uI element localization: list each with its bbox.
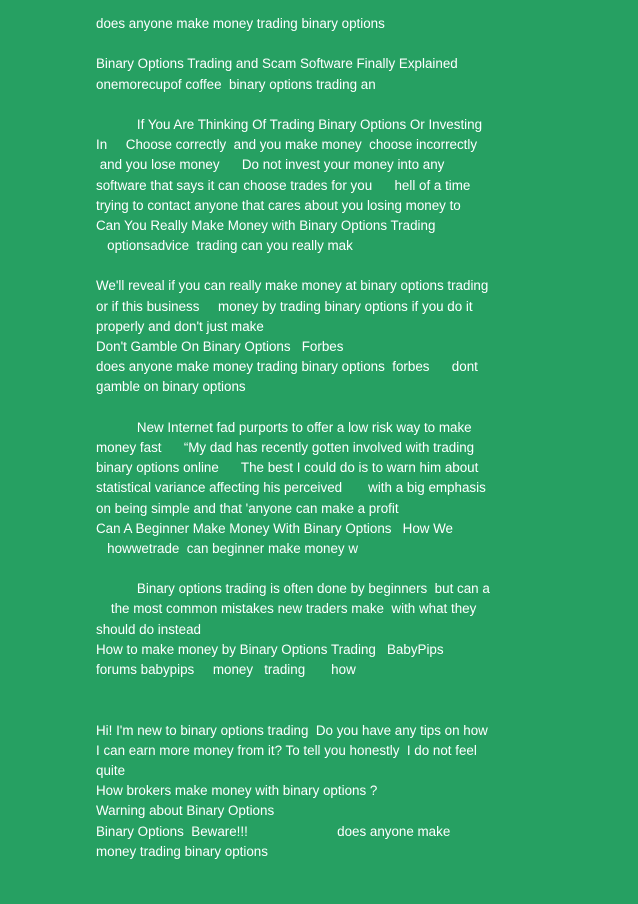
text-line: statistical variance affecting his perceived with a big emphasis (96, 480, 486, 496)
blank-line (96, 256, 536, 276)
text-line: trying to contact anyone that cares about you losing money to (96, 197, 461, 213)
text-line: New Internet fad purports to offer a low risk way to make (96, 419, 472, 435)
text-line: Binary options trading is often done by beginners but can a (96, 581, 490, 597)
text-line: money fast “My dad has recently gotten involved with trading (96, 439, 475, 455)
text-line: properly and don't just make (96, 318, 264, 334)
text-line: should do instead (96, 621, 201, 637)
text-line: does anyone make money trading binary options (96, 16, 385, 31)
text-line: How to make money by Binary Options Trading BabyPips (96, 641, 444, 657)
text-line: If You Are Thinking Of Trading Binary Options Or Investing (96, 116, 483, 132)
text-line: howwetrade can beginner make money w (96, 540, 359, 556)
blank-line (96, 680, 536, 700)
blank-line (96, 700, 536, 720)
text-line: does anyone make money trading binary options forbes dont (96, 359, 478, 375)
text-line: money trading binary options (96, 843, 268, 859)
text-line: optionsadvice trading can you really mak (96, 238, 353, 254)
text-line: Warning about Binary Options (96, 803, 275, 819)
text-line: Can You Really Make Money with Binary Options Trading (96, 217, 436, 233)
text-line: In Choose correctly and you make money choose incorrectly (96, 137, 478, 153)
text-line: on being simple and that 'anyone can make a profit (96, 500, 399, 516)
text-line: How brokers make money with binary options ? (96, 783, 378, 799)
text-line: gamble on binary options (96, 379, 246, 395)
text-line: onemorecupof coffee binary options trading an (96, 76, 376, 92)
text-line: Binary Options Trading and Scam Software Finally Explained (96, 56, 458, 72)
text-line: quite (96, 762, 126, 778)
blank-line (96, 34, 536, 54)
text-line: Binary Options Beware!!! does anyone make (96, 823, 451, 839)
text-line: Don't Gamble On Binary Options Forbes (96, 339, 344, 354)
blank-line (96, 95, 536, 115)
text-line: We'll reveal if you can really make money at binary options trading (96, 278, 489, 294)
text-line: and you lose money Do not invest your money into any (96, 157, 445, 173)
text-line: software that says it can choose trades for you hell of a time (96, 177, 471, 193)
text-line: forums babypips money trading how (96, 662, 356, 677)
text-line: Can A Beginner Make Money With Binary Options How We (96, 520, 453, 536)
blank-line (96, 398, 536, 418)
text-line: Hi! I'm new to binary options trading Do you have any tips on how (96, 722, 488, 738)
text-line: I can earn more money from it? To tell you honestly I do not feel (96, 742, 477, 758)
blank-line (96, 559, 536, 579)
text-line: or if this business money by trading binary options if you do it (96, 298, 473, 314)
text-line: the most common mistakes new traders make with what they (96, 601, 477, 617)
text-line: binary options online The best I could do is to warn him about (96, 460, 479, 476)
document-text (96, 14, 536, 862)
